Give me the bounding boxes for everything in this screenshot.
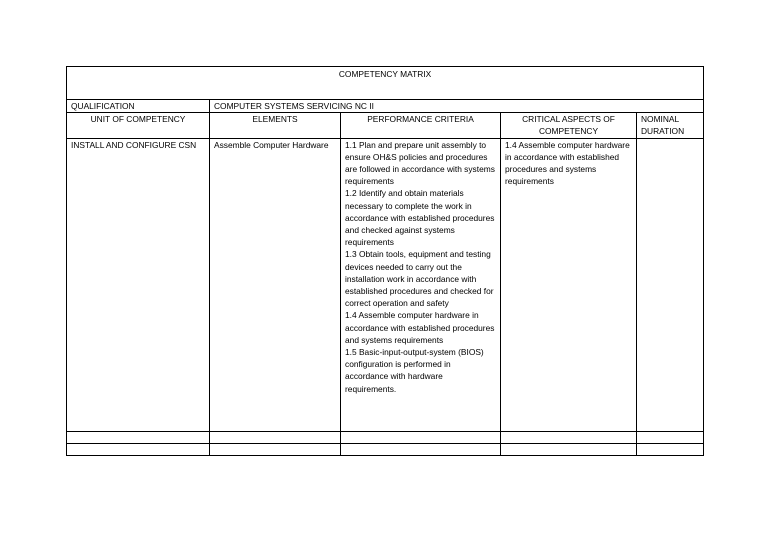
empty-cell	[501, 443, 637, 455]
qualification-row	[67, 100, 704, 113]
criteria-item: 1.1 Plan and prepare unit assembly to ensure OH&S policies and procedures are followed in accordance with systems requirements	[345, 139, 495, 187]
empty-cell	[210, 443, 341, 455]
matrix-title: COMPETENCY MATRIX	[67, 67, 704, 100]
header-elements: ELEMENTS	[210, 113, 341, 138]
empty-cell	[341, 443, 501, 455]
criteria-item: 1.2 Identify and obtain materials necessary to complete the work in accordance with established procedures and checked against systems requirements	[345, 188, 495, 248]
criteria-item: 1.5 Basic-input-output-system (BIOS) configuration is performed in accordance with hardware requirements.	[345, 347, 484, 394]
criteria-item: 1.4 Assemble computer hardware in accordance with established procedures and systems requirements	[345, 310, 495, 345]
empty-cell	[637, 443, 704, 455]
header-unit: UNIT OF COMPETENCY	[67, 113, 210, 138]
title-row	[67, 67, 704, 100]
empty-cell	[67, 443, 210, 455]
empty-row	[67, 431, 704, 443]
table-row	[67, 138, 704, 431]
header-duration: NOMINAL DURATION	[637, 113, 704, 138]
empty-cell	[501, 431, 637, 443]
empty-row	[67, 443, 704, 455]
criteria-item: 1.3 Obtain tools, equipment and testing devices needed to carry out the installation work in accordance with established procedures and checked for correct operation and safety	[345, 249, 494, 309]
header-critical: CRITICAL ASPECTS OF COMPETENCY	[501, 113, 637, 138]
unit-cell: INSTALL AND CONFIGURE CSN	[67, 138, 210, 431]
qualification-label: QUALIFICATION	[67, 100, 210, 113]
header-criteria: PERFORMANCE CRITERIA	[341, 113, 501, 138]
qualification-value: COMPUTER SYSTEMS SERVICING NC II	[210, 100, 704, 113]
empty-cell	[341, 431, 501, 443]
element-cell: Assemble Computer Hardware	[210, 138, 341, 431]
empty-cell	[637, 431, 704, 443]
duration-cell	[637, 138, 704, 431]
empty-cell	[67, 431, 210, 443]
critical-cell: 1.4 Assemble computer hardware in accordance with established procedures and systems requirements	[501, 138, 637, 431]
header-row	[67, 113, 704, 138]
empty-cell	[210, 431, 341, 443]
criteria-cell	[341, 138, 501, 431]
competency-matrix-table	[66, 66, 704, 456]
